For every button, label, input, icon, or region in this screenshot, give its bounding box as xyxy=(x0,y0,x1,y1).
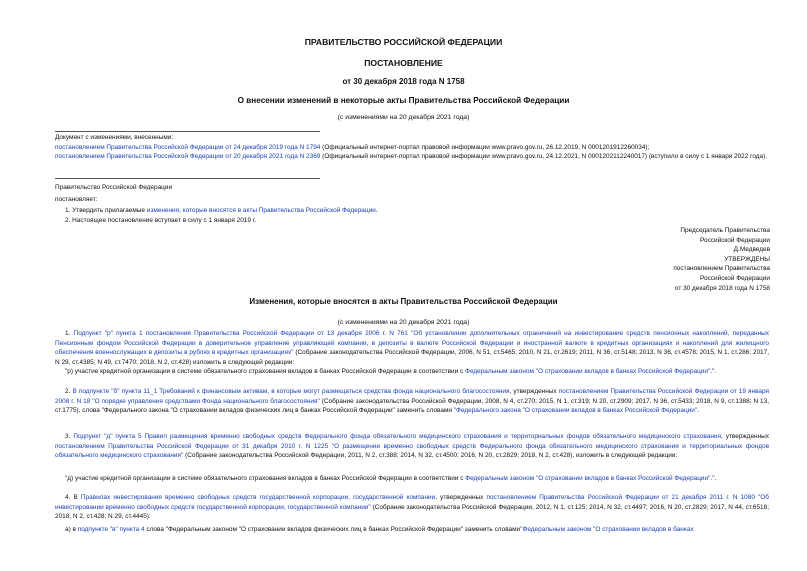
document-title: О внесении изменений в некоторые акты Правительства Российской Федерации xyxy=(237,96,570,105)
divider-bottom xyxy=(55,178,320,179)
approval-date: от 30 декабря 2018 года N 1758 xyxy=(674,284,770,292)
annex-item-2: 2. В подпункте "б" пункта 11_1 Требований к финансовым активам, в которые могут размещаться средства фонда национального благосостояния, утвержденных постановлением Правительства Российской Федерации от 19 января 2008 г. N 18 "О порядке управления средствами Фонда национального благосостояния" (Собрание законодательства Российской Федерации, 2008, N 4, ст.270; 2015, N 1, ст.319; N 20, ст.2909; 2017, N 36, ст.5433; 2018, N 9, ст.1388; N 13, ст.1775), слова "Федерального закона "О страховании вкладов физических лиц в банках Российской Федерации" заменить словами "Федерального закона "О страховании вкладов в банках Российской Федерации". xyxy=(55,388,770,415)
change-item-1-link[interactable]: постановлением Правительства Российской Федерации от 24 декабря 2019 года N 1794 xyxy=(55,143,321,151)
change-item-1: постановлением Правительства Российской Федерации от 24 декабря 2019 года N 1794 (Официальный интернет-портал правовой информации www.pravo.gov.ru, 26.12.2019, N 0001201912260034); xyxy=(55,143,650,151)
annex-item-1: 1. Подпункт "р" пункта 1 постановления Правительства Российской Федерации от 13 декабря 2006 г. N 761 "Об установлении дополнительных ограничений на инвестирование средств пенсионных накоплений, переданных Пенсионным фондом Российской Федерации в доверительное управление управляющей компании, в депозиты в валюте Российской Федерации и иностранной валюте в кредитных организациях и накоплений для жилищного обеспечения военнослужащих в депозиты в рублях в кредитных организациях" (Собрание законодательства Российской Федерации, 2006, N 51, ст.5465; 2010, N 21, ст.2619; 2011, N 36, ст.5148; 2013, N 36, ст.4578; 2015, N 1, ст.286; 2017, N 29, ст.4385; N 49, ст.7470; 2018, N 2, ст.428) изложить в следующей редакции: xyxy=(55,330,769,366)
annex-title: Изменения, которые вносятся в акты Правительства Российской Федерации xyxy=(249,297,558,306)
approval-heading: УТВЕРЖДЕНЫ xyxy=(724,255,770,263)
annex-item-3: 3. Подпункт "д" пункта 5 Правил размещения временно свободных средств Федерального фонда обязательного медицинского страхования и территориальных фондов обязательного медицинского страхования, утвержденных постановлением Правительства Российской Федерации от 31 декабря 2010 г. N 1225 "О размещении временно свободных средств Федерального фонда обязательного медицинского страхования и территориальных фондов обязательного медицинского страхования" (Собрание законодательства Российской Федерации, 2011, N 2, ст.388; 2014, N 32, ст.4500; 2016, N 20, ст.2829; 2018, N 2, ст.428), изложить в следующей редакции: xyxy=(55,433,769,460)
annex-item-4: 4. В Правилах инвестирования временно свободных средств государственной корпорации, государственной компании, утвержденных постановлением Правительства Российской Федерации от 21 декабря 2011 г. N 1080 "Об инвестировании временно свободных средств государственной корпорации, государственной компании" (Собрание законодательства Российской Федерации, 2012, N 1, ст.125; 2014, N 32, ст.4497; 2016, N 20, ст.2829; 2017, N 44, ст.6518; 2018, N 2, ст.428; N 29, ст.4445): xyxy=(55,494,769,521)
change-item-2: постановлением Правительства Российской Федерации от 20 декабря 2021 года N 2369 (Официальный интернет-портал правовой информации www.pravo.gov.ru, 24.12.2021, N 0001202112240017) (вступило в силу с 1 января 2022 года). xyxy=(55,153,768,161)
changes-block xyxy=(55,133,769,162)
annex-item-4-link-1[interactable]: Правилах инвестирования временно свободных средств государственной корпорации, государственной компании xyxy=(80,494,436,501)
annex-quote-3-link[interactable]: Федеральным законом "О страховании вкладов в банках Российской Федерации" xyxy=(465,475,711,482)
annex-changes-note: (с изменениями на 20 декабря 2021 года) xyxy=(337,319,470,326)
signature-line: Председатель Правительства xyxy=(680,227,770,234)
preamble-point-2: 2. Настоящее постановление вступает в силу с 1 января 2019 г. xyxy=(65,217,257,224)
approval-line: Российской Федерации xyxy=(699,274,770,282)
annex-item-2-link-1[interactable]: В подпункте "б" пункта 11_1 Требований к финансовым активам, в которые могут размещаться средства фонда национального благосостояния xyxy=(72,388,510,395)
annex-item-1-link[interactable]: Подпункт "р" пункта 1 постановления Правительства Российской Федерации от 13 декабря 2006 г. N 761 "Об установлении дополнительных ограничений на инвестирование средств пенсионных накоплений, переданных Пенсионным фондом Российской Федерации в доверительное управление управляющей компании, в депозиты в валюте Российской Федерации и иностранной валюте в кредитных организациях и накоплений для жилищного обеспечения военнослужащих в депозиты в рублях в кредитных организациях" xyxy=(55,330,769,357)
change-item-2-link[interactable]: постановлением Правительства Российской Федерации от 20 декабря 2021 года N 2369 xyxy=(55,153,321,161)
preamble-line-1: Правительство Российской Федерации xyxy=(55,184,173,191)
annex-quote-1: "р) участие кредитной организации в системе обязательного страхования вкладов в банках Российской Федерации в соответствии с Федеральным законом "О страховании вкладов в банках Российской Федерации".". xyxy=(65,368,717,375)
annex-item-3-link-2[interactable]: постановлением Правительства Российской Федерации от 31 декабря 2010 г. N 1225 "О размещении временно свободных средств Федерального фонда обязательного медицинского страхования и территориальных фондов обязательного медицинского страхования" xyxy=(55,442,769,460)
annex-item-3-link-1[interactable]: Подпункт "д" пункта 5 Правил размещения временно свободных средств Федерального фонда обязательного медицинского страхования и территориальных фондов обязательного медицинского страхования xyxy=(73,433,721,440)
government-heading: ПРАВИТЕЛЬСТВО РОССИЙСКОЙ ФЕДЕРАЦИИ xyxy=(304,37,503,47)
annex-item-2-link-2[interactable]: постановлением Правительства Российской Федерации от 19 января 2008 г. N 18 "О порядке управления средствами Фонда национального благосостояния" xyxy=(55,388,769,405)
annex-link[interactable]: изменения, которые вносятся в акты Правительства Российской Федерации xyxy=(146,207,376,214)
annex-item-4-link-2[interactable]: постановлением Правительства Российской Федерации от 21 декабря 2011 г. N 1080 "Об инвестировании временно свободных средств государственной корпорации, государственной компании" xyxy=(55,494,769,511)
annex-item-4a-link-1[interactable]: подпункте "в" пункта 4 xyxy=(77,526,145,533)
annex-quote-1-link[interactable]: Федеральным законом "О страховании вкладов в банках Российской Федерации" xyxy=(465,368,711,375)
document-date-number: от 30 декабря 2018 года N 1758 xyxy=(342,77,465,86)
divider-top xyxy=(55,131,320,132)
approval-line: постановлением Правительства xyxy=(673,265,770,273)
annex-item-4a: а) в подпункте "в" пункта 4 слова "Федеральным законом "О страховании вкладов физических лиц в банках Российской Федерации" заменить словами"Федеральным законом "О страховании вкладов в банках xyxy=(65,526,694,533)
preamble-point-1: 1. Утвердить прилагаемые изменения, которые вносятся в акты Правительства Российской Федерации. xyxy=(65,207,378,214)
signature-line: Российской Федерации xyxy=(699,236,770,244)
document-changes-note: (с изменениями на 20 декабря 2021 года) xyxy=(337,114,470,121)
preamble-line-2: постановляет: xyxy=(55,196,98,203)
signature-block xyxy=(673,226,770,293)
annex-item-4a-link-2[interactable]: "Федеральным законом "О страховании вкладов в банках xyxy=(520,526,694,533)
signatory-name: Д.Медведев xyxy=(733,246,770,254)
changes-intro: Документ с изменениями, внесенными: xyxy=(55,134,174,141)
document-type: ПОСТАНОВЛЕНИЕ xyxy=(364,58,443,68)
annex-item-2-link-3[interactable]: "Федерального закона "О страховании вкладов в банках Российской Федерации" xyxy=(453,407,698,415)
annex-quote-3: "д) участие кредитной организации в системе обязательного страхования вкладов в банках Российской Федерации в соответствии с Федеральным законом "О страховании вкладов в банках Российской Федерации".". xyxy=(65,475,717,482)
